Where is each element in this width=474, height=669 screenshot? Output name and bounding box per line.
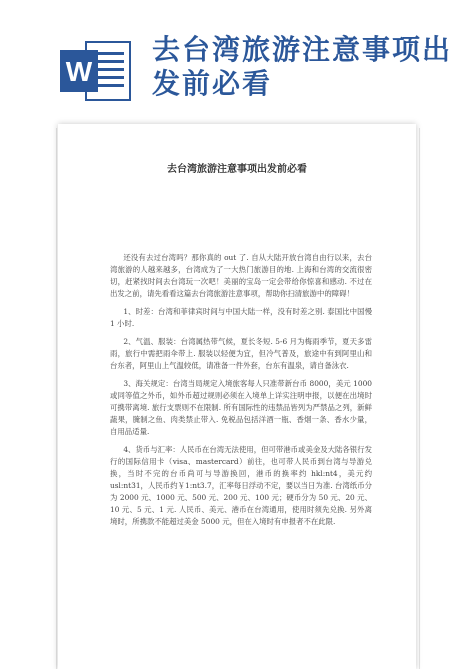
- paragraph-time-difference: 1、时差：台湾和菲律宾时间与中国大陆一样，没有时差之别. 泰国比中国慢 1 小时.: [110, 307, 372, 328]
- document-title: 去台湾旅游注意事项出发前必看: [167, 164, 307, 175]
- page-title: 去台湾旅游注意事项出发前必看: [152, 33, 453, 100]
- logo-letter: W: [65, 56, 93, 87]
- paragraph-currency: 4、货币与汇率：人民币在台湾无法使用，但可带港币或美金及大陆各银行发行的国际信用卡（visa、mastercard）前往，也可带人民币到台湾与导游兑换，当时不完的台币尚可与导游换回，港币的换率约 hkl:nt4，美元约 usl:nt31，人民币约￥1:nt3.7，汇率每日浮动不定，要以当日为准. 台湾纸币分为 2000 元、1000 元、500 元、200 元、100 元；硬币分为 50 元、20 元、10 元、5 元、1 元. 人民币、美元、港币在台湾通用，使用时须先兑换. 另外离境时，所携款不能超过美金 5000 元，但在入境时有申报者不在此限.: [110, 445, 372, 526]
- word-document-icon: [60, 40, 132, 102]
- document-page: [58, 124, 416, 669]
- paragraph-customs: 3、海关规定：台湾当局规定入境旅客每人只准带新台币 8000，美元 1000 或同等值之外币，如外币超过规则必须在入境单上详实注明申报，以便在出境时可携带离境. 旅行支票则不在限制. 所有国际性的违禁品皆列为严禁品之列，新鲜蔬果，腌制之鱼、肉类禁止带入. 免税品包括洋酒一瓶、香烟一条、香水少量，自用品适量.: [110, 379, 372, 436]
- page-header: [0, 0, 474, 118]
- document-body: [110, 252, 372, 534]
- paragraph-weather-clothing: 2、气温、服装：台湾属热带气候，夏长冬短. 5-6 月为梅雨季节，夏天多雷雨，旅行中需把雨伞带上. 服装以轻便为宜，但冷气普及，旅途中有到阿里山和台东者，阿里山上气温较低，请准备一件外套，台东有温泉，请自备泳衣.: [110, 337, 372, 370]
- paragraph-intro: 还没有去过台湾吗？那你真的 out 了. 自从大陆开放台湾自由行以来，去台湾旅游的人越来越多，台湾成为了一大热门旅游目的地. 上海和台湾的交流很密切，赶紧找时间去台湾玩一次吧！美丽的宝岛一定会带给你惊喜和感动. 不过在出发之前，请先看看这篇去台湾旅游注意事项，帮助你扫清旅游中的障碍！: [110, 253, 372, 298]
